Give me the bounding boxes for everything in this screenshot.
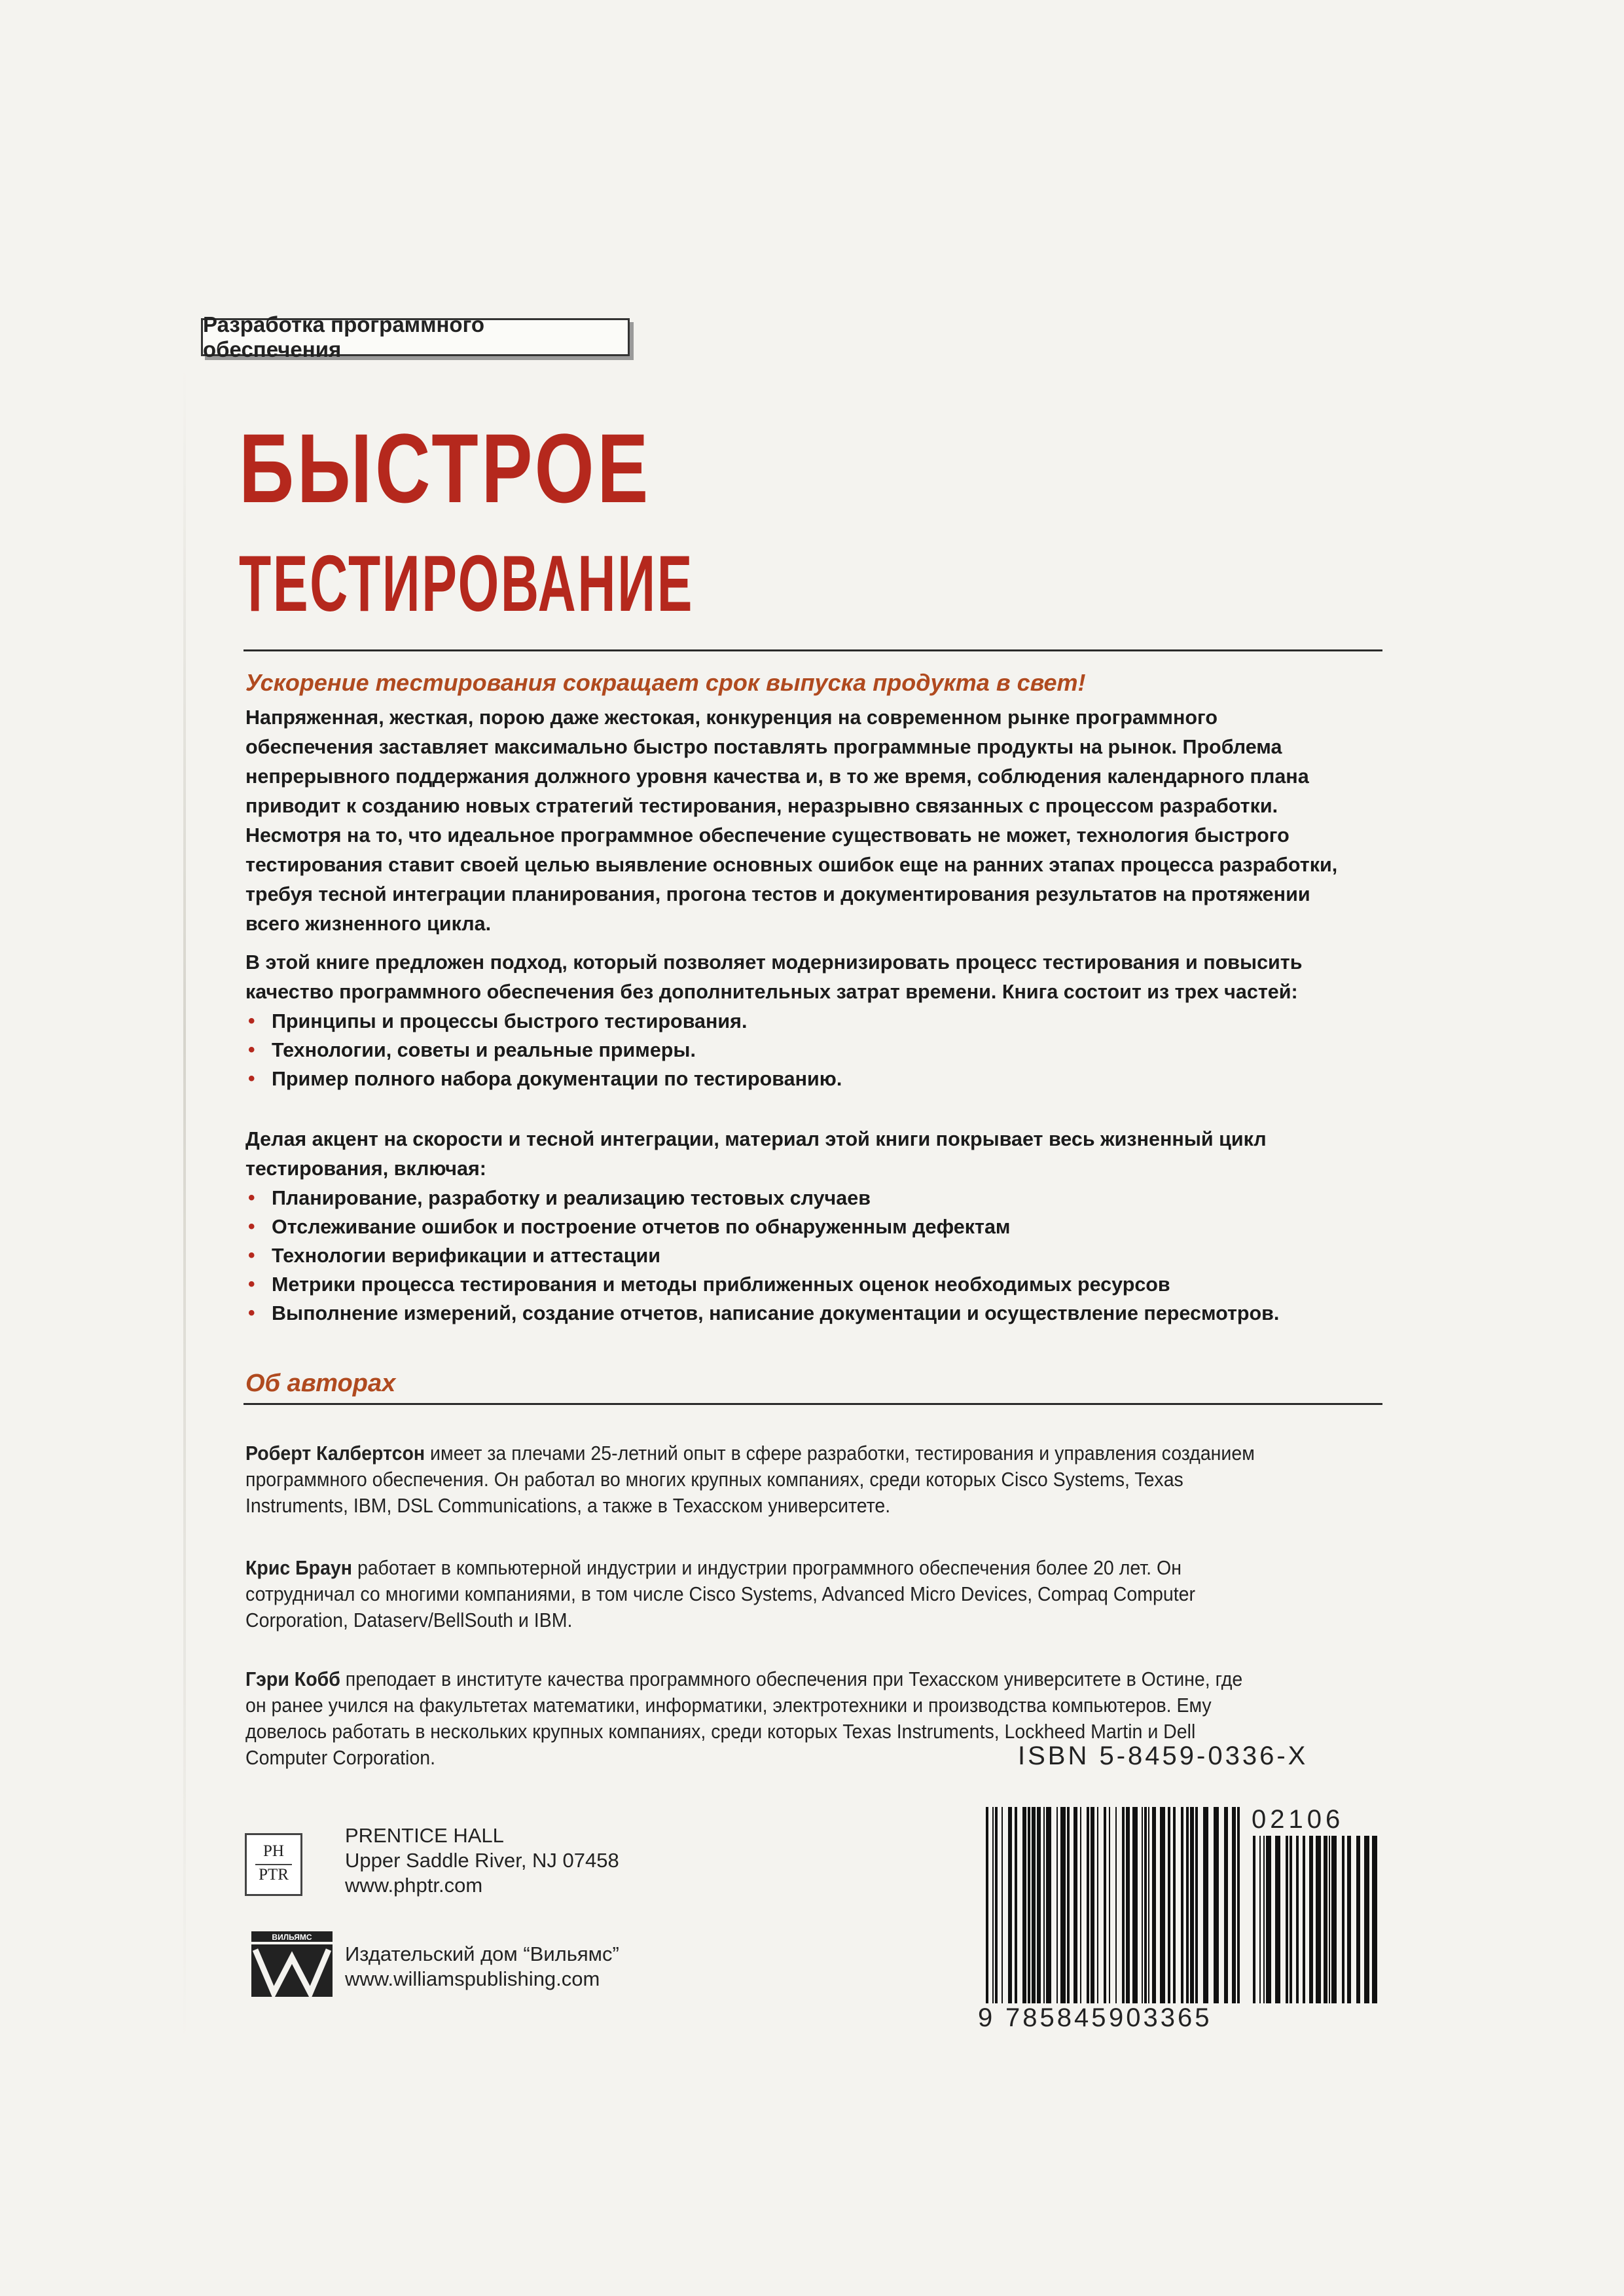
barcode-bar xyxy=(995,1807,998,2003)
publisher-prentice-hall: PRENTICE HALL Upper Saddle River, NJ 07458 www.phptr.com xyxy=(345,1824,619,1897)
list-item-text: Пример полного набора документации по тестированию. xyxy=(272,1068,842,1090)
barcode-bar xyxy=(1259,1836,1261,2003)
barcode-bar xyxy=(1032,1807,1036,2003)
coverage-list xyxy=(245,1184,1279,1328)
barcode-bar xyxy=(1347,1836,1351,2003)
series-label: Разработка программного обеспечения xyxy=(201,318,630,356)
book-title-line1: БЫСТРОЕ xyxy=(239,413,651,523)
barcode-bar xyxy=(1309,1836,1313,2003)
list-item-text: Технологии, советы и реальные примеры. xyxy=(272,1039,696,1061)
barcode-bar xyxy=(1028,1807,1030,2003)
barcode-bar xyxy=(1253,1836,1255,2003)
author-name: Крис Браун xyxy=(245,1556,353,1579)
list-item-text: Технологии верификации и аттестации xyxy=(272,1245,661,1267)
barcode-bar xyxy=(1372,1836,1377,2003)
author-bio xyxy=(245,1414,1293,1519)
list-item xyxy=(245,1184,1279,1212)
barcode-bar xyxy=(1126,1807,1130,2003)
bullet-icon: • xyxy=(248,1216,255,1237)
list-item xyxy=(245,1007,842,1036)
barcode-bar xyxy=(1080,1807,1081,2003)
list-item xyxy=(245,1036,842,1065)
list-item xyxy=(245,1241,1279,1270)
barcode-bar xyxy=(986,1807,988,2003)
barcode-bar xyxy=(1109,1807,1110,2003)
bullet-icon: • xyxy=(248,1187,255,1209)
barcode-bar xyxy=(1168,1807,1170,2003)
barcode-bar xyxy=(1275,1836,1280,2003)
bullet-icon: • xyxy=(248,1302,255,1324)
barcode-bar xyxy=(992,1807,994,2003)
ph-ptr-logo xyxy=(245,1833,302,1896)
barcode-bar xyxy=(1087,1807,1089,2003)
barcode-bar xyxy=(1142,1807,1143,2003)
barcode-bars xyxy=(986,1807,1240,2003)
barcode-bar xyxy=(1181,1807,1183,2003)
barcode-bar xyxy=(1043,1807,1045,2003)
list-item-text: Отслеживание ошибок и построение отчетов по обнаруженным дефектам xyxy=(272,1216,1011,1238)
list-item-text: Метрики процесса тестирования и методы приближенных оценок необходимых ресурсов xyxy=(272,1273,1170,1296)
bullet-icon: • xyxy=(248,1010,255,1032)
barcode-bar xyxy=(1263,1836,1265,2003)
barcode-bar xyxy=(1316,1836,1321,2003)
barcode-bar xyxy=(1186,1807,1189,2003)
barcode-bar xyxy=(1067,1807,1070,2003)
barcode-bar xyxy=(1237,1807,1240,2003)
author-text: работает в компьютерной индустрии и индустрии программного обеспечения более 20 лет. Он сотрудничал со многими компаниями, в том числе Cisco Systems, Advanced Micro Devices, Compaq Computer Corporation, Dataserv/BellSouth и IBM. xyxy=(245,1556,1195,1631)
barcode-bar xyxy=(1132,1807,1138,2003)
list-item xyxy=(245,1270,1279,1299)
barcode-bar xyxy=(1203,1807,1208,2003)
barcode-digits-left: 785845 xyxy=(1005,2003,1109,2030)
barcode-bar xyxy=(1190,1807,1194,2003)
barcode-bar xyxy=(1074,1807,1077,2003)
list-item xyxy=(245,1212,1279,1241)
coverage-paragraph: Делая акцент на скорости и тесной интеграции, материал этой книги покрывает весь жизненный цикл тестирования, включая: xyxy=(245,1128,1267,1180)
barcode-bar xyxy=(1104,1807,1106,2003)
williams-logo xyxy=(251,1931,333,1997)
bullet-icon: • xyxy=(248,1245,255,1266)
barcode-bar xyxy=(1001,1807,1003,2003)
barcode-bar xyxy=(1290,1836,1292,2003)
barcode-bar xyxy=(1356,1836,1360,2003)
barcode-bar xyxy=(1232,1807,1236,2003)
barcode-digits-right: 903365 xyxy=(1109,2003,1212,2030)
book-title-line2: ТЕСТИРОВАНИЕ xyxy=(239,539,695,628)
barcode-bar xyxy=(1115,1807,1117,2003)
barcode-digit-prefix: 9 xyxy=(978,2003,993,2030)
barcode-bar xyxy=(1173,1807,1176,2003)
list-item xyxy=(245,1065,842,1093)
author-bio xyxy=(245,1529,1293,1633)
barcode-bar xyxy=(1364,1836,1369,2003)
publisher-williams: Издательский дом “Вильямс” www.williamspublishing.com xyxy=(345,1942,619,1990)
barcode-bar xyxy=(1224,1807,1228,2003)
barcode-bar xyxy=(1046,1807,1051,2003)
barcode-bar xyxy=(1296,1836,1299,2003)
barcode-bar xyxy=(1195,1807,1198,2003)
barcode-bar xyxy=(1286,1836,1288,2003)
author-name: Роберт Калбертсон xyxy=(245,1442,425,1465)
scan-edge xyxy=(183,367,186,2043)
barcode-bar xyxy=(1056,1807,1058,2003)
williams-logo-text: ВИЛЬЯМС xyxy=(272,1933,312,1942)
barcode-bar xyxy=(1148,1807,1149,2003)
addon-digits: 02106 xyxy=(1252,1807,1344,1834)
barcode-bar xyxy=(1324,1836,1327,2003)
barcode-bar xyxy=(1091,1807,1094,2003)
barcode-bar xyxy=(1303,1836,1305,2003)
barcode-bar xyxy=(1214,1807,1219,2003)
bullet-icon: • xyxy=(248,1068,255,1089)
barcode-bar xyxy=(1152,1807,1156,2003)
addon-barcode-bars xyxy=(1253,1836,1377,2003)
barcode-bar xyxy=(1266,1836,1271,2003)
barcode-bar xyxy=(1122,1807,1125,2003)
authors-heading: Об авторах xyxy=(245,1370,396,1397)
author-text: преподает в институте качества программного обеспечения при Техасском университете в Остине, где он ранее учился на факультетах математики, информатики, электротехники и производства компьютеров. Ему довелось работать в нескольких крупных компаниях, среди которых Texas Instruments, Lockheed Martin и Dell Computer Corporation. xyxy=(245,1667,1243,1769)
bullet-icon: • xyxy=(248,1039,255,1061)
list-item xyxy=(245,1299,1279,1328)
tagline: Ускорение тестирования сокращает срок выпуска продукта в свет! xyxy=(245,669,1086,696)
barcode-bar xyxy=(1008,1807,1012,2003)
barcode-bar xyxy=(1329,1836,1330,2003)
author-name: Гэри Кобб xyxy=(245,1667,340,1690)
list-item-text: Принципы и процессы быстрого тестирования. xyxy=(272,1010,748,1032)
isbn: ISBN 5-8459-0336-X xyxy=(1018,1741,1308,1770)
barcode-bar xyxy=(1015,1807,1017,2003)
barcode-bar xyxy=(1160,1807,1165,2003)
bullet-icon: • xyxy=(248,1273,255,1295)
parts-list xyxy=(245,1007,842,1093)
intro-paragraph: Напряженная, жесткая, порою даже жестокая, конкуренция на современном рынке программного обеспечения заставляет максимально быстро поставлять программные продукты на рынок. Проблема непрерывного поддержания должного уровня качества и, в то же время, соблюдения календарного плана приводит к созданию новых стратегий тестирования, неразрывно связанных с процессом разработки. Несмотря на то, что идеальное программное обеспечение существовать не может, технология быстрого тестирования ставит своей целью выявление основных ошибок еще на ранних этапах процесса разработки, требуя тесной интеграции планирования, прогона тестов и документирования результатов на протяжении всего жизненного цикла. xyxy=(245,706,1338,935)
barcode-bar xyxy=(1022,1807,1026,2003)
author-text: имеет за плечами 25-летний опыт в сфере разработки, тестирования и управления созданием программного обеспечения. Он работал во многих крупных компаниях, среди которых Cisco Systems, Texas Instruments, IBM, DSL Communications, а также в Техасском университете. xyxy=(245,1442,1255,1517)
ph-logo-top: PH xyxy=(263,1842,284,1860)
barcode-bar xyxy=(1037,1807,1041,2003)
barcode-bar xyxy=(1060,1807,1066,2003)
barcode-bar xyxy=(1144,1807,1147,2003)
barcode-bar xyxy=(1097,1807,1098,2003)
barcode-bar xyxy=(1342,1836,1344,2003)
book-paragraph: В этой книге предложен подход, который позволяет модернизировать процесс тестирования и повысить качество программного обеспечения без дополнительных затрат времени. Книга состоит из трех частей: xyxy=(245,951,1303,1003)
ph-logo-bottom: PTR xyxy=(259,1866,289,1884)
list-item-text: Планирование, разработку и реализацию тестовых случаев xyxy=(272,1187,871,1209)
barcode-bar xyxy=(1331,1836,1337,2003)
isbn-barcode xyxy=(978,1807,1384,2030)
authors-divider xyxy=(244,1403,1382,1405)
list-item-text: Выполнение измерений, создание отчетов, написание документации и осуществление пересмотров. xyxy=(272,1302,1280,1324)
title-divider xyxy=(244,649,1382,651)
